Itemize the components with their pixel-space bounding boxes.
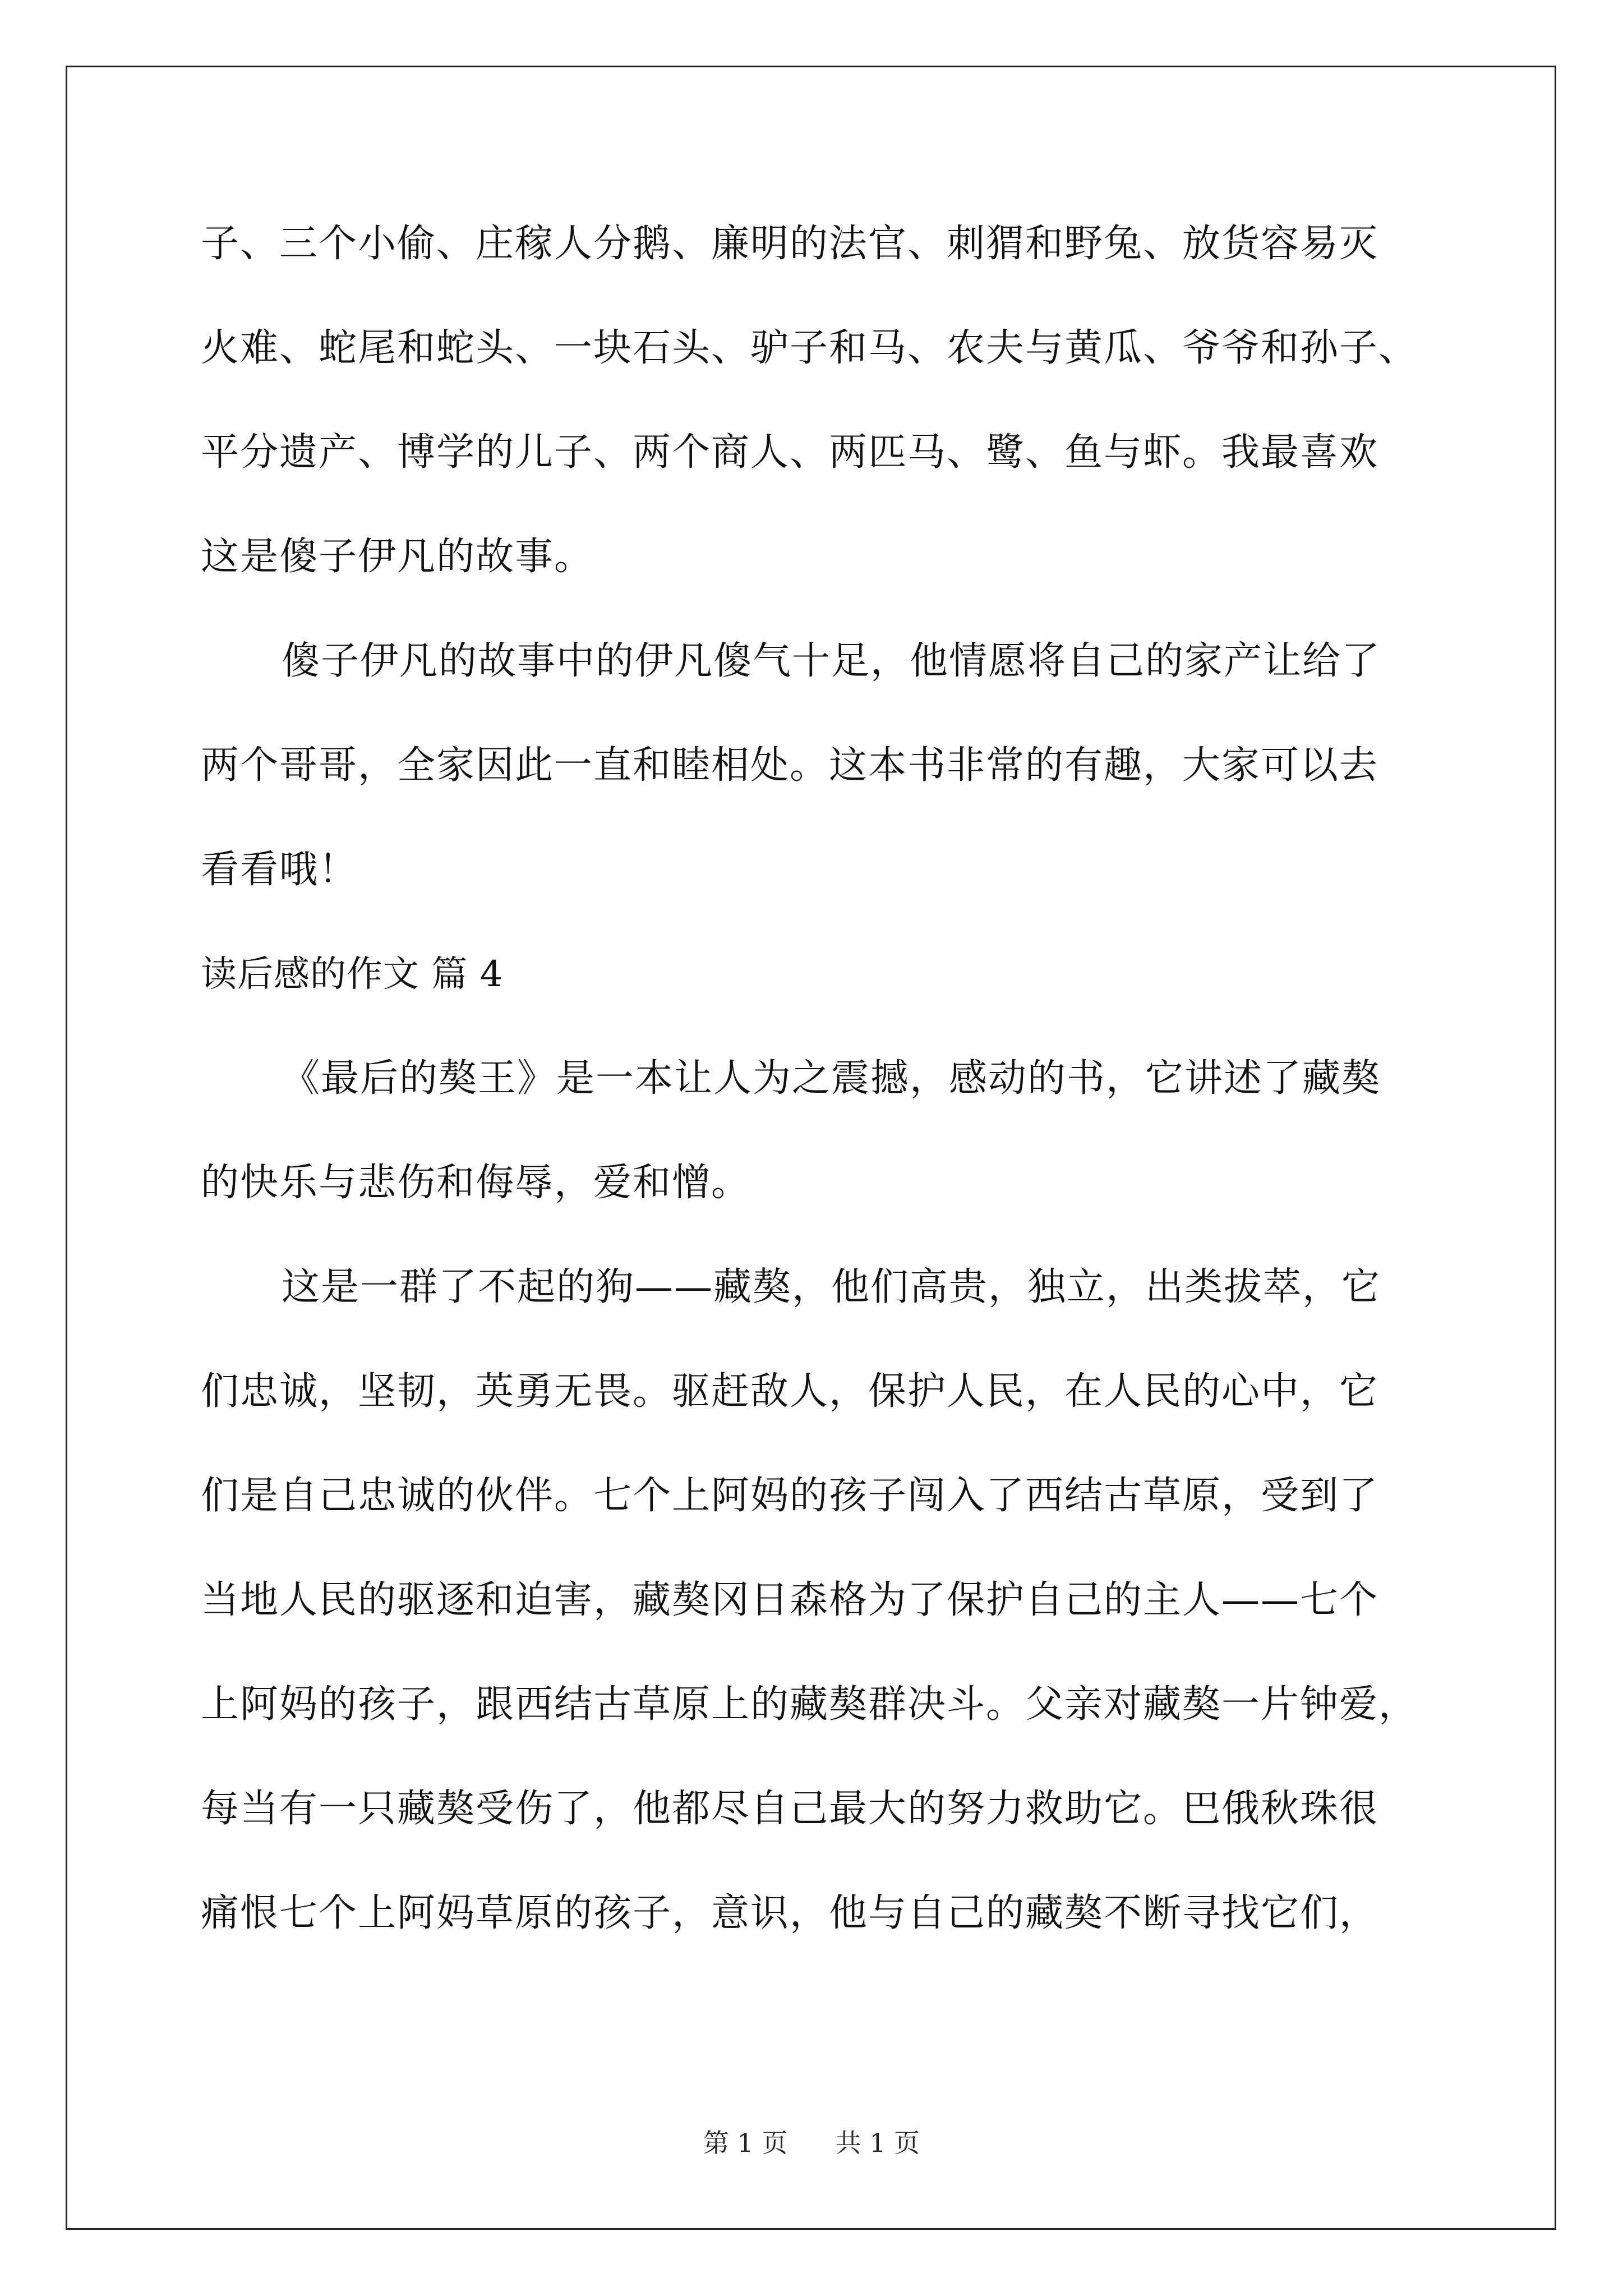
text-line: 当地人民的驱逐和迫害，藏獒冈日森格为了保护自己的主人——七个 <box>201 1578 1379 1622</box>
section-heading: 读后感的作文 篇 4 <box>201 954 504 995</box>
text-line: 这是傻子伊凡的故事。 <box>201 535 594 579</box>
document-body <box>201 219 1468 1993</box>
text-line: 上阿妈的孩子，跟西结古草原上的藏獒群决斗。父亲对藏獒一片钟爱， <box>201 1682 1418 1727</box>
page-footer <box>0 2126 1623 2160</box>
text-line: 的快乐与悲伤和侮辱，爱和憎。 <box>201 1161 751 1205</box>
text-line-indented: 傻子伊凡的故事中的伊凡傻气十足，他情愿将自己的家产让给了 <box>282 639 1381 683</box>
page-number-current: 第 1 页 <box>703 2128 788 2158</box>
text-line: 火难、蛇尾和蛇头、一块石头、驴子和马、农夫与黄瓜、爷爷和孙子、 <box>201 326 1418 370</box>
text-line: 子、三个小偷、庄稼人分鹅、廉明的法官、刺猬和野兔、放货容易灭 <box>201 222 1379 266</box>
text-line: 看看哦！ <box>201 848 358 892</box>
text-line: 每当有一只藏獒受伤了，他都尽自己最大的努力救助它。巴俄秋珠很 <box>201 1787 1379 1831</box>
text-line: 平分遗产、博学的儿子、两个商人、两匹马、鹭、鱼与虾。我最喜欢 <box>201 430 1379 475</box>
text-line: 们忠诚，坚韧，英勇无畏。驱赶敌人，保护人民，在人民的心中，它 <box>201 1369 1379 1414</box>
text-line-indented: 这是一群了不起的狗——藏獒，他们高贵，独立，出类拔萃，它 <box>282 1265 1381 1309</box>
text-line: 痛恨七个上阿妈草原的孩子，意识，他与自己的藏獒不断寻找它们， <box>201 1891 1379 1935</box>
text-line: 两个哥哥，全家因此一直和睦相处。这本书非常的有趣，大家可以去 <box>201 743 1379 788</box>
page-number-total: 共 1 页 <box>835 2128 920 2158</box>
text-line: 们是自己忠诚的伙伴。七个上阿妈的孩子闯入了西结古草原，受到了 <box>201 1474 1379 1518</box>
text-line-indented: 《最后的獒王》是一本让人为之震撼，感动的书，它讲述了藏獒 <box>282 1056 1381 1101</box>
